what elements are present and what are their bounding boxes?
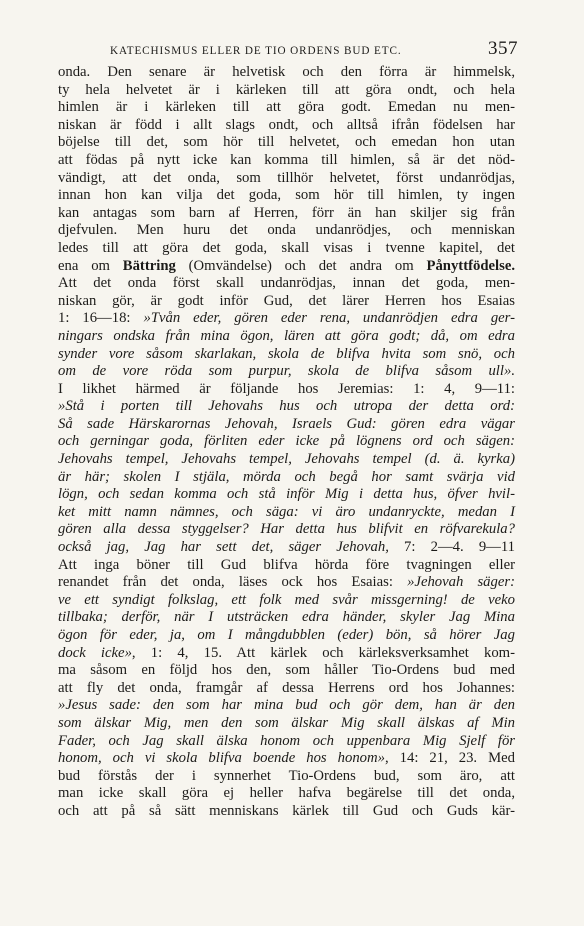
text-line <box>58 504 515 522</box>
text-line <box>58 381 515 399</box>
text-run: att fly det onda, framgår af dessa Herrens ord hos Johannes: <box>58 679 515 696</box>
text-run: Att det onda först skall undanrödjas, innan det goda, men- <box>58 275 515 292</box>
text-line <box>58 768 515 786</box>
quoted-scripture: »Stå i porten till Jehovahs hus och utropa der detta ord: <box>58 398 515 415</box>
text-line <box>58 416 515 434</box>
quoted-scripture: och gerningar goda, förliten eder icke på lögnens ord och sägen: <box>58 433 515 450</box>
text-run: att födas på nytt icke kan komma till himlen, så är det nöd- <box>58 151 515 168</box>
text-line <box>58 697 515 715</box>
text-run: kan antagas som barn af Herren, förr än han skiljer sig från <box>58 204 515 221</box>
text-run: onda. Den senare är helvetisk och den förra är himmelsk, <box>58 64 515 80</box>
quoted-scripture: är här; skolen I stjäla, mörda och begå hor samt svärja vid <box>58 468 515 485</box>
text-run: niskan gör, är godt inför Gud, det lärer Herren hos Esaias <box>58 292 515 309</box>
text-run: , 1: 4, 15. Att kärlek och kärleksverksamhet kom- <box>131 644 515 661</box>
text-run: niskan är född i allt slags ondt, och alltså ifrån födelsen har <box>58 116 515 133</box>
text-line <box>58 328 515 346</box>
text-line <box>58 609 515 627</box>
text-run: , 14: 21, 23. Med <box>384 750 515 767</box>
quoted-scripture: lögn, och sedan komma och stå inför Mig i detta hus, öfver hvil- <box>58 486 515 503</box>
text-run: I likhet härmed är följande hos Jeremias: 1: 4, 9—11: <box>58 380 515 397</box>
text-line <box>58 187 515 205</box>
quoted-scripture: »Jesus sade: den som har mina bud och gör dem, han är den <box>58 697 515 714</box>
text-line <box>58 662 515 680</box>
text-run: böjelse till det, som hör till helvetet, och emedan hon utan <box>58 134 515 151</box>
text-line <box>58 152 515 170</box>
quoted-scripture: »Jehovah säger: <box>407 574 515 591</box>
text-line <box>58 733 515 751</box>
bold-term: Pånyttfödelse. <box>426 257 516 274</box>
text-run: renandet från det onda, läses ock hos Esaias: <box>58 574 408 591</box>
text-line <box>58 64 515 82</box>
quoted-scripture: också jag, Jag har sett det, säger Jehovah, <box>58 539 405 556</box>
quoted-scripture: Så sade Härskarornas Jehovah, Israels Gud: gören edra vägar <box>58 415 515 432</box>
text-line <box>58 99 515 117</box>
quoted-scripture: dock icke» <box>58 644 132 661</box>
quoted-scripture: tillbaka; derför, när I utsträcken edra händer, skyler Jag Mina <box>58 609 515 626</box>
text-run: Att inga böner till Gud blifva hörda före tvagningen eller <box>58 556 515 573</box>
text-line <box>58 310 515 328</box>
text-run: ty hela helvetet är i kärleken till att göra ondt, och hela <box>58 81 515 98</box>
page-number: 357 <box>488 38 518 59</box>
quoted-scripture: ket mitt namn nämnes, och säga: vi äro undanryckte, medan I <box>58 503 515 520</box>
text-line <box>58 539 515 557</box>
text-line <box>58 222 515 240</box>
text-line <box>58 293 515 311</box>
text-line <box>58 134 515 152</box>
text-line <box>58 680 515 698</box>
text-run: man icke skall göra ej heller hafva begärelse till det onda, <box>58 785 515 802</box>
text-run: och att på så sätt menniskans kärlek till Gud och Guds kär- <box>58 802 515 819</box>
text-run: ma såsom en följd hos den, som håller Tio-Ordens bud med <box>58 662 515 679</box>
text-line <box>58 715 515 733</box>
text-line <box>58 592 515 610</box>
quoted-scripture: synder vore såsom skarlakan, skola de blifva hvita som snö, och <box>58 345 515 362</box>
quoted-scripture: ögon för eder, ja, om I mångdubblen (eder) bön, så hörer Jag <box>58 627 515 643</box>
text-line <box>58 574 515 592</box>
quoted-scripture: som älskar Mig, men den som älskar Mig skall älskas af Min <box>58 714 515 731</box>
text-line <box>58 346 515 364</box>
text-line <box>58 363 515 381</box>
quoted-scripture: ningars ondska från mina ögon, lären att göra godt; då, om edra <box>58 327 515 344</box>
text-line <box>58 275 515 293</box>
text-line <box>58 785 515 803</box>
text-line <box>58 469 515 487</box>
bold-term: Bättring <box>122 257 176 274</box>
quoted-scripture: honom, och vi skola blifva boende hos honom» <box>58 750 385 767</box>
text-line <box>58 205 515 223</box>
text-run: 1: 16—18: <box>58 310 144 327</box>
text-run: innan hon kan vilja det goda, som hör till himlen, ty ingen <box>58 187 515 204</box>
text-line <box>58 451 515 469</box>
text-line <box>58 803 515 821</box>
text-run: (Omvändelse) och det andra om <box>175 257 427 274</box>
text-run: 7: 2—4. 9—11 <box>404 539 515 556</box>
text-run: bud förstås der i synnerhet Tio-Ordens bud, som äro, att <box>58 767 515 784</box>
text-line <box>58 750 515 768</box>
text-line <box>58 645 515 663</box>
text-run: djefvulen. Men huru det onda undanrödjes, och menniskan <box>58 222 515 239</box>
quoted-scripture: ve ett syndigt folkslag, ett folk med svår missgerning! de veko <box>58 591 515 608</box>
text-line <box>58 82 515 100</box>
text-line <box>58 240 515 258</box>
text-line <box>58 117 515 135</box>
text-run: ledes till att göra det goda, skall visas i tvenne kapitel, det <box>58 239 515 256</box>
text-run: ena om <box>58 257 123 274</box>
text-line <box>58 627 515 645</box>
text-line <box>58 258 515 276</box>
text-line <box>58 521 515 539</box>
text-run: vändigt, att det onda, som tillhör helvetet, först undanrödjas, <box>58 169 515 186</box>
running-title: KATECHISMUS ELLER DE TIO ORDENS BUD ETC. <box>110 45 402 57</box>
quoted-scripture: Fader, och Jag skall älska honom och uppenbara Mig Sjelf för <box>58 732 515 749</box>
quoted-scripture: Jehovahs tempel, Jehovahs tempel, Jehovahs tempel (d. ä. kyrka) <box>58 451 515 468</box>
text-line <box>58 486 515 504</box>
text-line <box>58 433 515 451</box>
quoted-scripture: »Tvån eder, gören eder rena, undanrödjen edra ger- <box>143 310 515 327</box>
text-run: himlen är i kärleken till att göra godt. Emedan nu men- <box>58 99 515 116</box>
quoted-scripture: gören alla dessa styggelser? Har detta hus blifvit en röfvarekula? <box>58 521 515 538</box>
running-head <box>58 38 518 60</box>
text-line <box>58 170 515 188</box>
text-line <box>58 557 515 575</box>
body-text <box>58 64 515 821</box>
text-line <box>58 398 515 416</box>
quoted-scripture: om de vore röda som purpur, skola de blifva såsom ull». <box>58 363 515 380</box>
